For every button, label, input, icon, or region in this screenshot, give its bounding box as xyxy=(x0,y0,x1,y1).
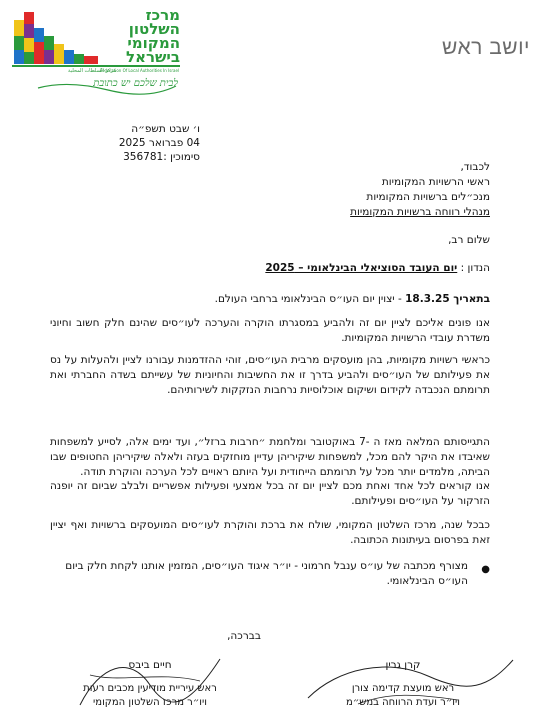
paragraph-6: כבכל שנה, מרכז השלטון המקומי, שולח את ברכת והוקרת לעו״סים המועסקים ברשויות ואף יציין זאת בפרסום בעיתונות הכתובה. xyxy=(50,519,490,546)
logo-arabic: مركز السلطات المحلية xyxy=(68,68,116,74)
signature-right-title-1: ראש מועצת קדימה צורן xyxy=(351,683,455,694)
subject-text: יום העובד הסוציאלי הבינלאומי – 2025 xyxy=(265,262,458,274)
attachment-text: מצורף מכתבה של עו״ס ענבל חרמוני - יו״ר איגוד העו״סים, המזמין אותנו לקחת חלק ביום העו״ס הבינלאומי. xyxy=(65,560,468,587)
recipients-to: לכבוד, xyxy=(460,161,490,173)
signature-right-title-2: ויו״ר ועדת הרווחה במש״מ xyxy=(346,697,460,708)
signature-right-name: קרן גרין xyxy=(385,659,421,671)
bullet-icon: ● xyxy=(481,564,490,575)
paragraph-2: אנו פונים אליכם לציין יום זה ולהביע במסגרתו הוקרה והערכה לעו״סים שהינם חלק חשוב וחיוני משדרת עובדי הרשויות המקומיות. xyxy=(50,317,490,344)
signature-right xyxy=(288,658,518,710)
attachment-bullet xyxy=(50,559,490,589)
recipient-line-1: ראשי הרשויות המקומיות xyxy=(381,176,490,188)
signature-left-title-1: ראש עיריית מודיעין מכבים רעות xyxy=(83,683,217,694)
logo-line3: המקומי xyxy=(127,34,180,52)
paragraph-5: אנו קוראים לכל אחד ואחת מכם לציין יום זה בכל אמצעי ופעילות אפשריים ולבלב שביום זה יופנה הזרקור על העו״סים ופעילותם. xyxy=(50,480,490,507)
gregorian-date: 04 פברואר 2025 xyxy=(118,137,200,149)
paragraph-3: כראשי רשויות מקומיות, בהן מועסקים מרבית העו״סים, זוהי ההזדמנות עבורנו לציין ולהעלות על נס את פעילותם של העו״סים ולהביע בדרך זו את החשיבות והחיוניות של עשייתם בשדה החברתי ואת תרומתם הנכבדה לקידום ושיקום אוכלוסיות נרחבות הנזקקות לשירותיהם. xyxy=(50,354,490,396)
logo-english: Federation Of Local Authorities In Israel xyxy=(100,68,180,73)
chairman-label: יושב ראש xyxy=(442,36,530,59)
reference-number: סימוכין :356781 xyxy=(123,151,200,163)
closing: בברכה, xyxy=(227,630,261,642)
paragraph-1-date-label: בתאריך xyxy=(453,293,490,305)
paragraph-1-date: 18.3.25 xyxy=(405,293,454,305)
signature-left xyxy=(50,658,250,710)
paragraph-4: התגייסותם המלאה מאז ה -7 באוקטובר ומלחמת ״חרבות ברזל״, ועד ימים אלה, לסייע למשפחות שאיבדו את היקר להם מכל, למשפחות שיקיריהן עדיין מוחזקים בעזה ולאלה שיקיריהן החטופים שבו הביתה, מלמדים יותר מכל על תרומתם הייחודית ועל היותם ראויים לכל הערכה והוקרת תודה. xyxy=(50,436,491,478)
logo-line1: מרכז xyxy=(145,6,180,24)
logo-slogan: לבית שלכם יש כתובת xyxy=(93,78,178,89)
subject-label: הנדון : xyxy=(457,262,490,274)
signature-left-title-2: ויו״ר מרכז השלטון המקומי xyxy=(93,697,207,708)
recipients-block xyxy=(350,160,490,220)
organization-logo xyxy=(8,6,184,102)
hebrew-date: ו׳ שבט תשפ״ה xyxy=(131,123,200,135)
logo-line2: השלטון xyxy=(128,20,180,38)
recipient-line-3: מנהלי רווחה ברשויות המקומיות xyxy=(350,206,490,218)
subject-line xyxy=(50,262,490,274)
logo-line4: בישראל xyxy=(126,48,180,66)
signature-left-name: חיים ביבס xyxy=(128,659,172,671)
date-block xyxy=(70,122,200,164)
greeting: שלום רב, xyxy=(448,234,490,246)
recipient-line-2: מנכ״לים ברשויות המקומיות xyxy=(366,191,490,203)
paragraph-1 xyxy=(50,292,490,307)
paragraph-1-text: - יצוין יום העו״ס הבינלאומי ברחבי העולם. xyxy=(214,293,406,305)
